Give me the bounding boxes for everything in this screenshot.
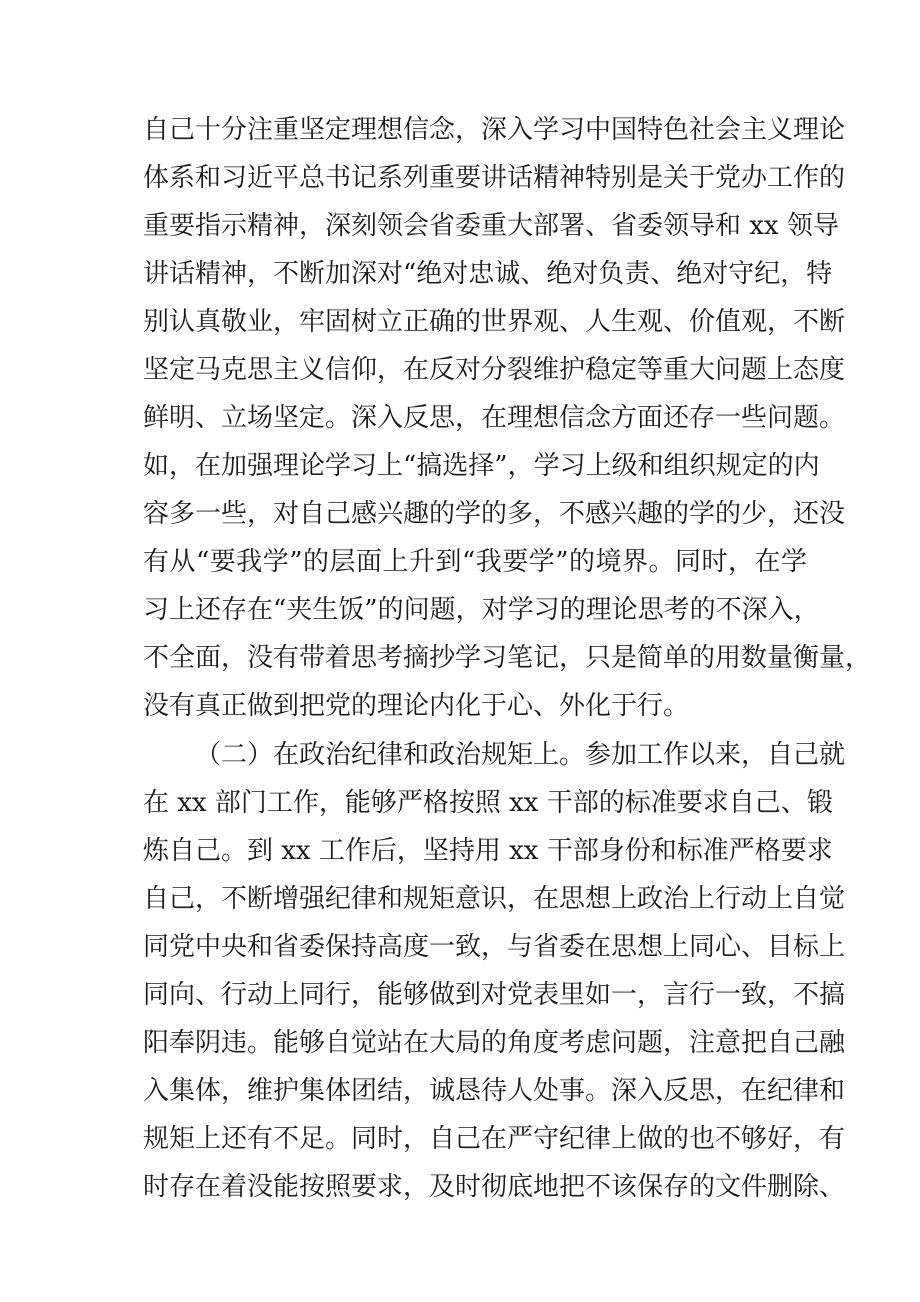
text-line-2: 体系和习近平总书记系列重要讲话精神特别是关于党办工作的 xyxy=(143,163,846,193)
text-line-4: 讲话精神，不断加深对“绝对忠诚、绝对负责、绝对守纪，特 xyxy=(143,259,833,289)
text-line-12: 不全面，没有带着思考摘抄学习笔记，只是简单的用数量衡量， xyxy=(143,643,872,673)
text-line-10: 有从“要我学”的层面上升到“我要学”的境界。同时，在学 xyxy=(143,547,807,577)
text-line-6: 坚定马克思主义信仰，在反对分裂维护稳定等重大问题上态度 xyxy=(143,355,846,385)
text-line-15: 在 xx 部门工作，能够严格按照 xx 干部的标准要求自己、锻 xyxy=(143,788,833,818)
text-line-19: 同向、行动上同行，能够做到对党表里如一，言行一致，不搞 xyxy=(143,980,846,1010)
text-line-11: 习上还存在“夹生饭”的问题，对学习的理论思考的不深入， xyxy=(143,595,820,625)
section-heading-line: （二）在政治纪律和政治规矩上。参加工作以来，自己就 xyxy=(195,740,846,770)
text-line-7: 鲜明、立场坚定。深入反思，在理想信念方面还存一些问题。 xyxy=(143,403,846,433)
text-line-21: 入集体，维护集体团结，诚恳待人处事。深入反思，在纪律和 xyxy=(143,1076,846,1106)
text-line-1: 自己十分注重坚定理想信念，深入学习中国特色社会主义理论 xyxy=(143,115,846,145)
text-line-13: 没有真正做到把党的理论内化于心、外化于行。 xyxy=(143,691,690,721)
text-line-9: 容多一些，对自己感兴趣的学的多，不感兴趣的学的少，还没 xyxy=(143,499,846,529)
text-line-23: 时存在着没能按照要求，及时彻底地把不该保存的文件删除、 xyxy=(143,1172,846,1202)
text-line-17: 自己，不断增强纪律和规矩意识，在思想上政治上行动上自觉 xyxy=(143,884,846,914)
text-line-16: 炼自己。到 xx 工作后，坚持用 xx 干部身份和标准严格要求 xyxy=(143,836,833,866)
text-line-20: 阳奉阴违。能够自觉站在大局的角度考虑问题，注意把自己融 xyxy=(143,1028,846,1058)
text-line-3: 重要指示精神，深刻领会省委重大部署、省委领导和 xx 领导 xyxy=(143,211,839,241)
text-line-8: 如，在加强理论学习上“搞选择”，学习上级和组织规定的内 xyxy=(143,451,820,481)
text-line-5: 别认真敬业，牢固树立正确的世界观、人生观、价值观，不断 xyxy=(143,307,846,337)
text-line-22: 规矩上还有不足。同时，自己在严守纪律上做的也不够好，有 xyxy=(143,1124,846,1154)
text-line-18: 同党中央和省委保持高度一致，与省委在思想上同心、目标上 xyxy=(143,932,846,962)
